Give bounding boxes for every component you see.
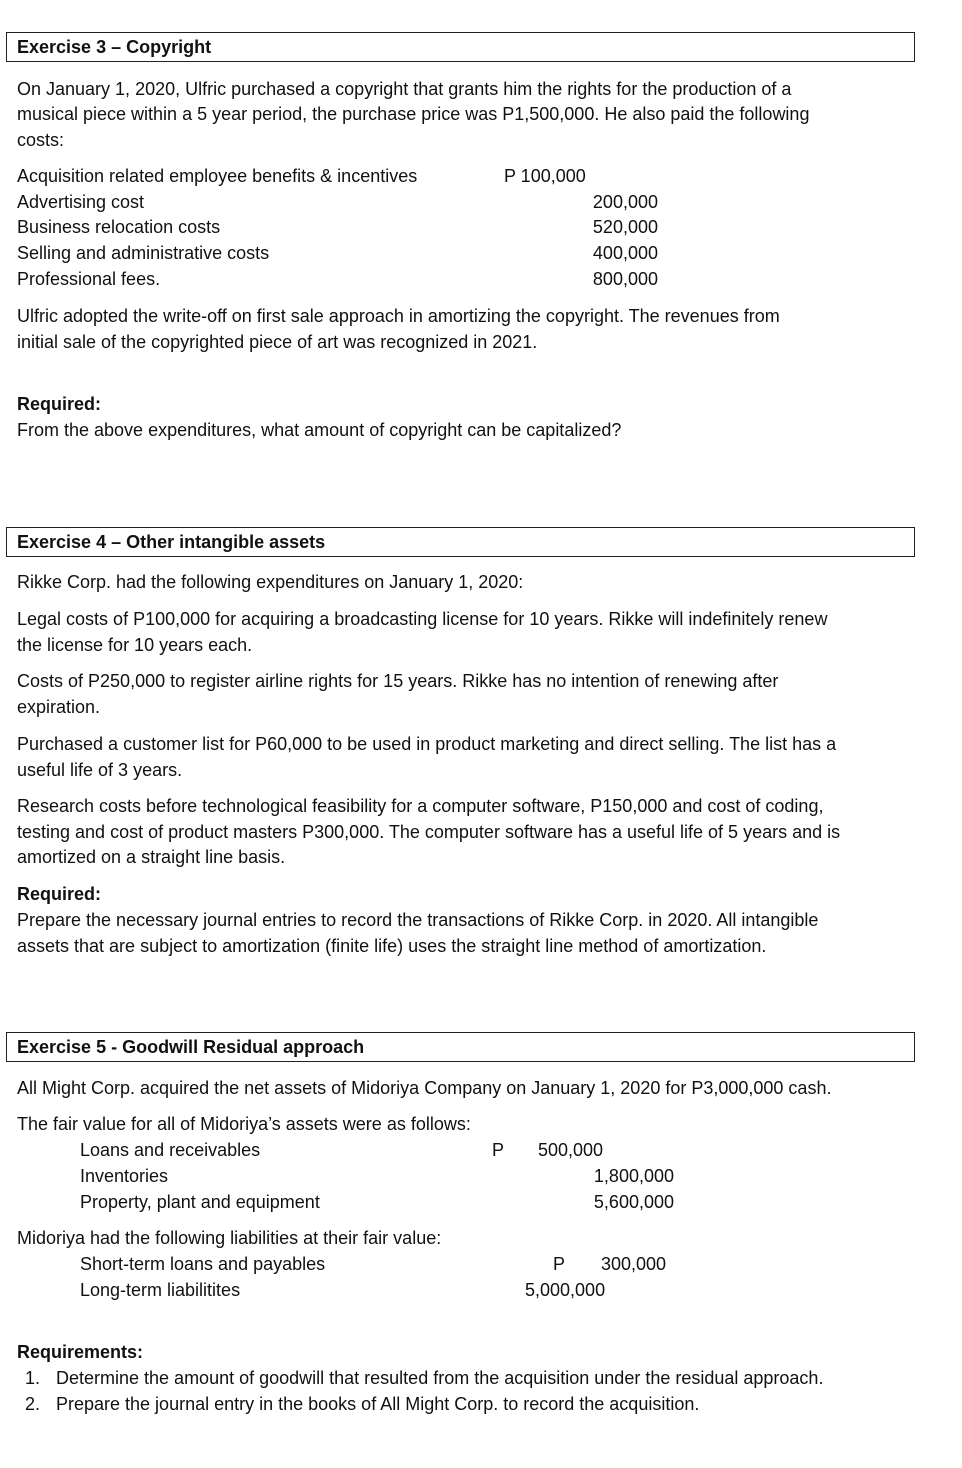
ex3-cost-label: Professional fees. [17,269,161,289]
ex5-requirements-label: Requirements: [17,1342,144,1362]
ex3-cost-label: Business relocation costs [17,217,221,237]
ex4-item-line: Purchased a customer list for P60,000 to be used in product marketing and direct selling. The list has a [17,734,837,754]
ex3-cost-amount: 200,000 [592,192,658,212]
ex3-intro-line-2: musical piece within a 5 year period, the purchase price was P1,500,000. He also paid the following [17,104,810,124]
exercise-5-title: Exercise 5 - Goodwill Residual approach [17,1037,365,1057]
ex5-requirement-text: Determine the amount of goodwill that resulted from the acquisition under the residual approach. [56,1368,824,1388]
ex4-item-line: expiration. [17,697,101,717]
ex4-item-line: the license for 10 years each. [17,635,253,655]
ex5-intro: All Might Corp. acquired the net assets of Midoriya Company on January 1, 2020 for P3,000,000 cash. [17,1078,832,1098]
ex4-required-label: Required: [17,884,102,904]
ex5-liab-intro: Midoriya had the following liabilities at their fair value: [17,1228,442,1248]
ex5-asset-label: Property, plant and equipment [80,1192,320,1212]
ex5-requirement-number: 2. [25,1394,41,1414]
ex3-cost-amount: 520,000 [592,217,658,237]
ex3-required-label: Required: [17,394,102,414]
ex3-intro-line-3: costs: [17,130,65,150]
ex5-liab-amount: 5,000,000 [525,1280,606,1300]
ex5-liab-label: Long-term liabilitites [80,1280,241,1300]
ex4-item-line: testing and cost of product masters P300,000. The computer software has a useful life of 5 years and is [17,822,841,842]
ex3-cost-label: Acquisition related employee benefits & incentives [17,166,418,186]
ex5-assets-intro: The fair value for all of Midoriya’s assets were as follows: [17,1114,471,1134]
ex3-note-line-1: Ulfric adopted the write-off on first sale approach in amortizing the copyright. The revenues from [17,306,780,326]
ex5-asset-label: Inventories [80,1166,169,1186]
ex5-requirement-text: Prepare the journal entry in the books of All Might Corp. to record the acquisition. [56,1394,700,1414]
ex5-liab-amount: 300,000 [601,1254,667,1274]
ex3-cost-label: Advertising cost [17,192,145,212]
ex3-cost-amount: 400,000 [592,243,658,263]
ex5-requirement-number: 1. [25,1368,41,1388]
ex4-required-line-2: assets that are subject to amortization (finite life) uses the straight line method of amortization. [17,936,767,956]
ex4-item-line: Research costs before technological feasibility for a computer software, P150,000 and cost of coding, [17,796,824,816]
ex5-liab-currency: P [553,1254,566,1274]
ex5-asset-label: Loans and receivables [80,1140,261,1160]
ex3-intro-line-1: On January 1, 2020, Ulfric purchased a copyright that grants him the rights for the production of a [17,79,792,99]
ex4-item-line: useful life of 3 years. [17,760,183,780]
ex4-required-line-1: Prepare the necessary journal entries to record the transactions of Rikke Corp. in 2020. All intangible [17,910,819,930]
ex4-item-line: amortized on a straight line basis. [17,847,286,867]
exercise-3-title: Exercise 3 – Copyright [17,37,212,57]
ex5-liab-label: Short-term loans and payables [80,1254,326,1274]
ex3-note-line-2: initial sale of the copyrighted piece of art was recognized in 2021. [17,332,538,352]
ex3-cost-label: Selling and administrative costs [17,243,270,263]
ex4-intro: Rikke Corp. had the following expenditures on January 1, 2020: [17,572,524,592]
ex5-asset-amount: 5,600,000 [593,1192,674,1212]
ex4-item-line: Costs of P250,000 to register airline rights for 15 years. Rikke has no intention of renewing after [17,671,779,691]
exercise-4-title: Exercise 4 – Other intangible assets [17,532,326,552]
ex4-item-line: Legal costs of P100,000 for acquiring a broadcasting license for 10 years. Rikke will indefinitely renew [17,609,828,629]
ex5-asset-amount: 500,000 [538,1140,604,1160]
ex5-asset-amount: 1,800,000 [593,1166,674,1186]
ex5-asset-currency: P [492,1140,505,1160]
ex3-cost-amount: P 100,000 [504,166,586,186]
ex3-required-text: From the above expenditures, what amount of copyright can be capitalized? [17,420,622,440]
ex3-cost-amount: 800,000 [592,269,658,289]
